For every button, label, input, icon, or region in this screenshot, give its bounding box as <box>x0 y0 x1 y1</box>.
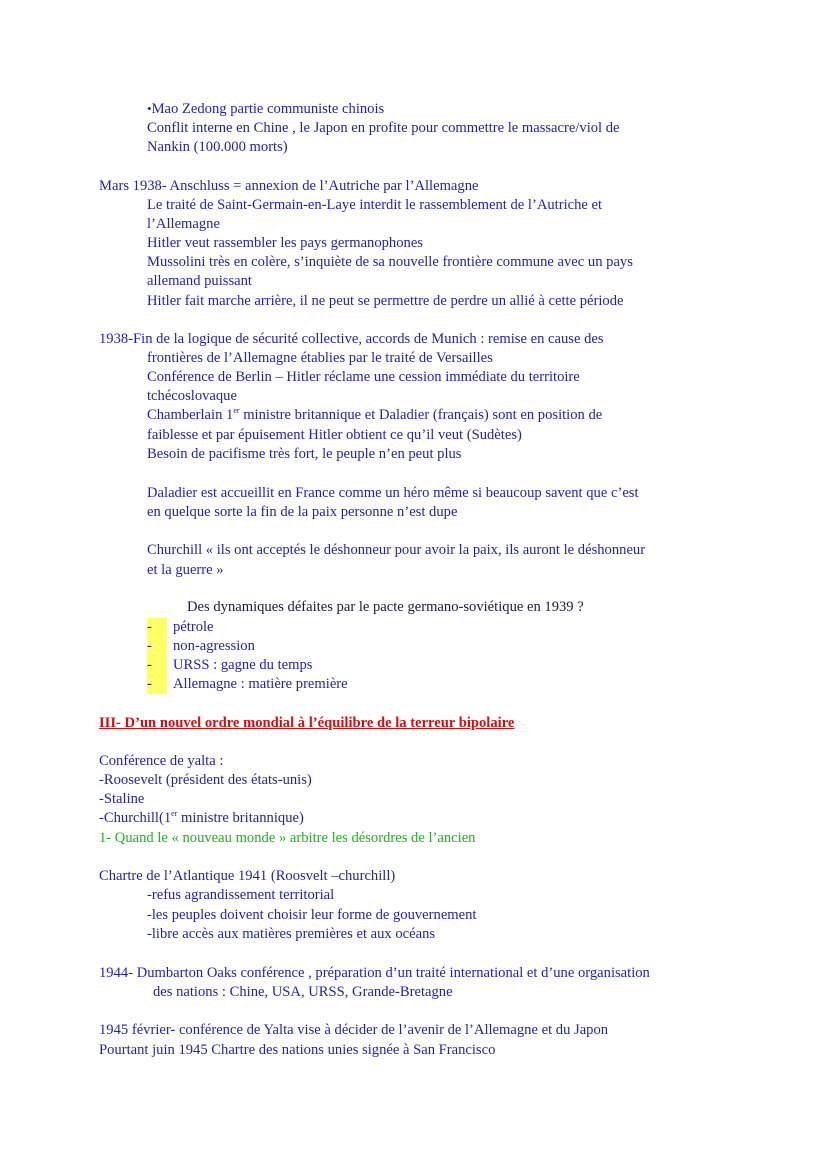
text-line: Conflit interne en Chine , le Japon en profite pour commettre le massacre/viol de <box>147 120 620 136</box>
bullet-line: •Mao Zedong partie communiste chinois <box>147 101 385 117</box>
text-line: -les peuples doivent choisir leur forme de gouvernement <box>147 907 477 923</box>
text-line: frontières de l’Allemagne établies par le traité de Versailles <box>147 350 493 366</box>
churchill-quote: et la guerre » <box>147 562 224 578</box>
yalta-1945-line: 1945 février- conférence de Yalta vise à décider de l’avenir de l’Allemagne et du Japon <box>99 1022 609 1038</box>
text-line: -Staline <box>99 791 145 807</box>
section-heading: III- D’un nouvel ordre mondial à l’équilibre de la terreur bipolaire <box>99 715 515 731</box>
charter-title: Chartre de l’Atlantique 1941 (Roosvelt –churchill) <box>99 868 396 884</box>
list-item: - Allemagne : matière première <box>147 676 348 692</box>
text-line: -Churchill(1er ministre britannique) <box>99 809 304 826</box>
text-line: Daladier est accueillit en France comme un héro même si beaucoup savent que c’est <box>147 485 639 501</box>
text-line: -refus agrandissement territorial <box>147 887 335 903</box>
text-line: Mussolini très en colère, s’inquiète de sa nouvelle frontière commune avec un pays <box>147 254 633 270</box>
text-line: allemand puissant <box>147 273 252 289</box>
text-line: Besoin de pacifisme très fort, le peuple n’en peut plus <box>147 446 462 462</box>
anschluss-title: Mars 1938- Anschluss = annexion de l’Autriche par l’Allemagne <box>99 178 479 194</box>
list-item: - pétrole <box>147 619 214 635</box>
text-line: Conférence de Berlin – Hitler réclame une cession immédiate du territoire <box>147 369 580 385</box>
text-line: tchécoslovaque <box>147 388 237 404</box>
pact-question: Des dynamiques défaites par le pacte germano-soviétique en 1939 ? <box>187 599 584 615</box>
munich-title: 1938-Fin de la logique de sécurité collective, accords de Munich : remise en cause des <box>99 331 604 347</box>
text-line: Hitler veut rassembler les pays germanophones <box>147 235 423 251</box>
text-line: l’Allemagne <box>147 216 220 232</box>
text-line: des nations : Chine, USA, URSS, Grande-Bretagne <box>153 984 453 1000</box>
list-item: - non-agression <box>147 638 255 654</box>
dumbarton-line: 1944- Dumbarton Oaks conférence , préparation d’un traité international et d’une organisation <box>99 965 650 981</box>
text-line: Chamberlain 1er ministre britannique et Daladier (français) sont en position de <box>147 406 603 423</box>
text-line: Hitler fait marche arrière, il ne peut se permettre de perdre un allié à cette période <box>147 293 624 309</box>
subsection-heading: 1- Quand le « nouveau monde » arbitre les désordres de l’ancien <box>99 830 476 846</box>
text-line: Nankin (100.000 morts) <box>147 139 288 155</box>
list-item: - URSS : gagne du temps <box>147 657 313 673</box>
yalta-title: Conférence de yalta : <box>99 753 224 769</box>
text-line: Le traité de Saint-Germain-en-Laye interdit le rassemblement de l’Autriche et <box>147 197 603 213</box>
bullet-icon: • <box>147 101 152 116</box>
text-line: -Roosevelt (président des états-unis) <box>99 772 312 788</box>
un-charter-line: Pourtant juin 1945 Chartre des nations unies signée à San Francisco <box>99 1042 496 1058</box>
text-line: faiblesse et par épuisement Hitler obtient ce qu’il veut (Sudètes) <box>147 427 522 443</box>
churchill-quote: Churchill « ils ont acceptés le déshonneur pour avoir la paix, ils auront le déshonneur <box>147 542 646 558</box>
text-line: -libre accès aux matières premières et aux océans <box>147 926 436 942</box>
text-line: en quelque sorte la fin de la paix personne n’est dupe <box>147 504 458 520</box>
